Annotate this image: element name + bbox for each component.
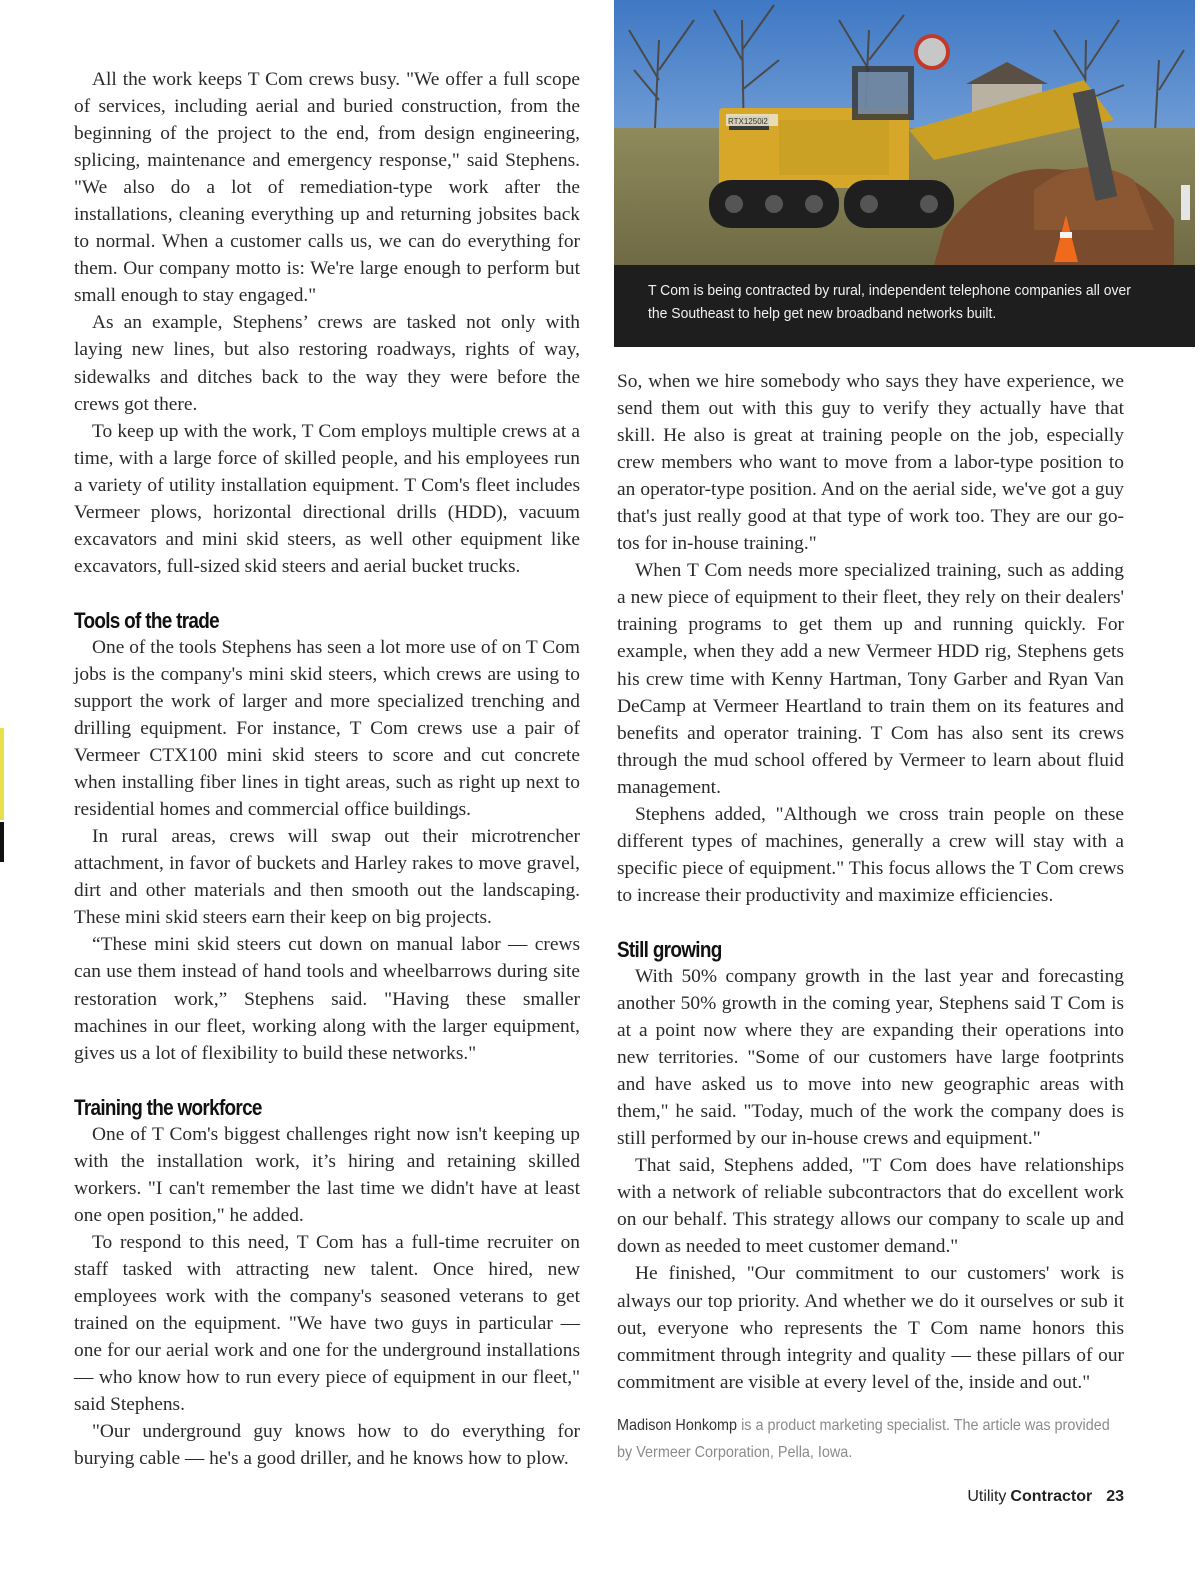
trencher-photo-illustration: [614, 0, 1195, 265]
edge-mark-black: [0, 822, 4, 862]
paragraph: One of the tools Stephens has seen a lot more use of on T Com jobs is the company's mini skid steers, which crews are using to support the work of larger and more specialized trenching and drilling equipment. For instance, T Com crews use a pair of Vermeer CTX100 mini skid steers to score and cut concrete when installing fiber lines in tight areas, such as right up next to residential homes and commercial office buildings.: [74, 636, 580, 821]
section-heading-training: Training the workforce: [74, 1094, 262, 1120]
left-column: [74, 66, 580, 1472]
paragraph: To respond to this need, T Com has a full-time recruiter on staff tasked with attracting new talent. Once hired, new employees work with the company's seasoned veterans to get trained on the equipment. "We have two guys in particular — one for our aerial work and one for the underground installations — who know how to run every piece of equipment in our fleet," said Stephens.: [74, 1231, 580, 1416]
author-bio: [617, 1412, 1124, 1466]
paragraph: Stephens added, "Although we cross train people on these different types of machines, generally a crew will stay with a specific piece of equipment." This focus allows the T Com crews to increase their productivity and maximize efficiencies.: [617, 803, 1124, 906]
paragraph: That said, Stephens added, "T Com does have relationships with a network of reliable subcontractors that do excellent work on our behalf. This strategy allows our company to scale up and down as needed to meet customer demand.": [617, 1155, 1124, 1258]
edge-mark-yellow: [0, 728, 4, 820]
section-heading-growing: Still growing: [617, 936, 722, 962]
paragraph: To keep up with the work, T Com employs multiple crews at a time, with a large force of skilled people, and his employees run a variety of utility installation equipment. T Com's fleet includes Vermeer plows, horizontal directional drills (HDD), vacuum excavators and mini skid steers, as well other equipment like excavators, full-sized skid steers and aerial bucket trucks.: [74, 420, 580, 577]
photo-caption: T Com is being contracted by rural, independent telephone companies all over the Southeast to help get new broadband networks built.: [648, 282, 1131, 322]
author-bio-text: is a product marketing specialist. The article was provided by Vermeer Corporation, Pella, Iowa.: [617, 1417, 1110, 1461]
right-column: [617, 368, 1124, 1396]
paragraph: "Our underground guy knows how to do everything for burying cable — he's a good driller, and he knows how to plow.: [74, 1421, 580, 1470]
machine-label: RTX1250i2: [728, 117, 768, 126]
section-heading-tools: Tools of the trade: [74, 607, 219, 633]
paragraph: All the work keeps T Com crews busy. "We offer a full scope of services, including aerial and buried construction, from the beginning of the project to the end, from design engineering, splicing, maintenance and emergency response," said Stephens. "We also do a lot of remediation-type work after the installations, cleaning everything up and returning jobsites back to normal. When a customer calls us, we can do everything for them. Our company motto is: We're large enough to perform but small enough to stay engaged.": [74, 69, 580, 307]
paragraph: He finished, "Our commitment to our customers' work is always our top priority. And whether we do it ourselves or sub it out, everyone who represents the T Com name honors this commitment through integrity and quality — these pillars of our commitment are visible at every level of the, inside and out.": [617, 1263, 1124, 1393]
paragraph: “These mini skid steers cut down on manual labor — crews can use them instead of hand tools and wheelbarrows during site restoration work,” Stephens said. "Having these smaller machines in our fleet, working along with the larger equipment, gives us a lot of flexibility to build these networks.": [74, 934, 580, 1064]
author-name: Madison Honkomp: [617, 1417, 738, 1434]
paragraph: When T Com needs more specialized training, such as adding a new piece of equipment to their fleet, they rely on their dealers' training programs to get them up and running quickly. For example, when they add a new Vermeer HDD rig, Stephens gets his crew time with Kenny Hartman, Tony Garber and Ryan Van DeCamp at Vermeer Heartland to train them on its features and benefits and operator training. T Com has also sent its crews through the mud school offered by Vermeer to learn about fluid management.: [617, 560, 1124, 798]
paragraph: With 50% company growth in the last year and forecasting another 50% growth in the coming year, Stephens said T Com is at a point now where they are expanding their operations into new territories. "Some of our customers have large footprints and have asked us to move into new geographic areas with them," he said. "Today, much of the work the company does is still performed by our in-house crews and equipment.": [617, 965, 1124, 1150]
paragraph: In rural areas, crews will swap out their microtrencher attachment, in favor of buckets and Harley rakes to move gravel, dirt and other materials and then smooth out the landscaping. These mini skid steers earn their keep on big projects.: [74, 826, 580, 929]
magazine-name-bold: Contractor: [1010, 1488, 1093, 1505]
paragraph: As an example, Stephens’ crews are tasked not only with laying new lines, but also restoring roadways, rights of way, sidewalks and ditches back to the way they were before the crews got there.: [74, 312, 580, 415]
article-photo: [614, 0, 1195, 347]
page-footer: [967, 1488, 1124, 1506]
page-number: 23: [1106, 1488, 1124, 1505]
paragraph: So, when we hire somebody who says they have experience, we send them out with this guy to verify they actually have that skill. He also is great at training people on the job, especially crew members who want to move from a labor-type position to an operator-type position. And on the aerial side, we've got a guy that's just really good at that type of work too. They are our go-tos for in-house training.": [617, 371, 1124, 555]
magazine-name-regular: Utility: [967, 1488, 1007, 1505]
paragraph: One of T Com's biggest challenges right now isn't keeping up with the installation work, it’s hiring and retaining skilled workers. "I can't remember the last time we didn't have at least one open position," he added.: [74, 1123, 580, 1226]
